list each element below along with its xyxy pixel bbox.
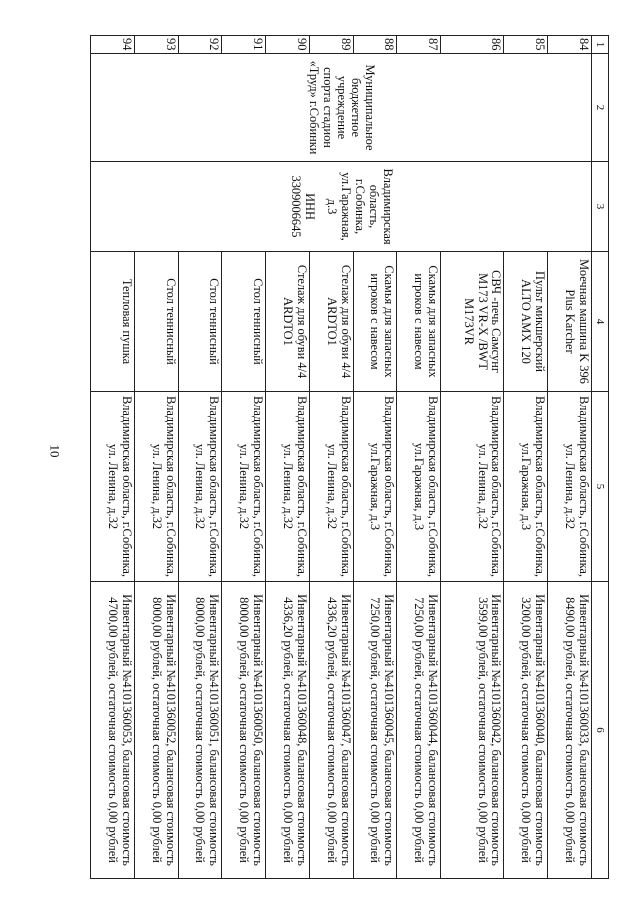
row-number: 93 (134, 36, 178, 54)
item-details: Инвентарный №4101360050, балансовая стоимость 8000,00 рублей, остаточная стоимость 0,00 рублей (222, 582, 266, 879)
item-location: Владимирская область, г.Собинка, ул. Ленина, д.32 (266, 392, 310, 582)
item-details: Инвентарный №4101360040, балансовая стоимость 3200,00 рублей, остаточная стоимость 0,00 рублей (504, 582, 548, 879)
item-location: Владимирская область, г.Собинка, ул. Ленина, д.32 (309, 392, 353, 582)
column-number: 3 (592, 162, 609, 252)
item-name: Стол теннисный (222, 252, 266, 392)
row-number: 87 (397, 36, 441, 54)
item-location: Владимирская область, г.Собинка, ул.Гаражная, д.3 (397, 392, 441, 582)
page-number: 10 (47, 444, 63, 458)
row-number: 92 (178, 36, 222, 54)
item-name: Скамья для запасных игроков с навесом (397, 252, 441, 392)
row-number: 91 (222, 36, 266, 54)
item-name: Стелаж для обуви 4/4 ARDTO1 (309, 252, 353, 392)
item-details: Инвентарный №4101360045, балансовая стоимость 7250,00 рублей, остаточная стоимость 0,00 рублей (353, 582, 397, 879)
row-number: 89 (309, 36, 353, 54)
item-location: Владимирская область, г.Собинка, ул.Гаражная, д.3 (504, 392, 548, 582)
item-details: Инвентарный №4101360047, балансовая стоимость 4336,20 рублей, остаточная стоимость 0,00 рублей (309, 582, 353, 879)
row-number: 90 (266, 36, 310, 54)
column-number: 5 (592, 392, 609, 582)
organization-address: Владимирская область, г.Собинка, ул.Гаражная, д.3 (325, 168, 395, 245)
item-details: Инвентарный №4101360042, балансовая стоимость 3599,00 рублей, остаточная стоимость 0,00 рублей (441, 582, 504, 879)
organization-details (91, 162, 592, 252)
property-table (90, 35, 609, 879)
item-location: Владимирская область, г.Собинка, ул. Ленина, д.32 (134, 392, 178, 582)
item-location: Владимирская область, г.Собинка, ул. Ленина, д.32 (222, 392, 266, 582)
item-name: Тепловая пушка (91, 252, 135, 392)
item-name: Стелаж для обуви 4/4 ARDTO1 (266, 252, 310, 392)
item-details: Инвентарный №4101360053, балансовая стоимость 4700,00 рублей, остаточная стоимость 0,00 рублей (91, 582, 135, 879)
table-row (548, 36, 592, 879)
row-number: 94 (91, 36, 135, 54)
item-location: Владимирская область, г.Собинка, ул. Ленина, д.32 (91, 392, 135, 582)
column-number-row (592, 36, 609, 879)
organization-name: Муниципальное бюджетное учреждение спорта стадион «Труд» г.Собинки (91, 54, 592, 162)
item-location: Владимирская область, г.Собинка, ул. Ленина, д.32 (178, 392, 222, 582)
item-details: Инвентарный №4101360048, балансовая стоимость 4336,20 рублей, остаточная стоимость 0,00 рублей (266, 582, 310, 879)
item-name: Стол теннисный (178, 252, 222, 392)
column-number: 1 (592, 36, 609, 54)
item-details: Инвентарный №4101360052, балансовая стоимость 8000,00 рублей, остаточная стоимость 0,00 рублей (134, 582, 178, 879)
row-number: 85 (504, 36, 548, 54)
column-number: 6 (592, 582, 609, 879)
column-number: 2 (592, 54, 609, 162)
item-details: Инвентарный №4101360044, балансовая стоимость 7250,00 рублей, остаточная стоимость 0,00 рублей (397, 582, 441, 879)
organization-inn: ИНН 3309006645 (289, 175, 318, 238)
item-location: Владимирская область, г.Собинка, ул.Гаражная, д.3 (353, 392, 397, 582)
item-name: Стол теннисный (134, 252, 178, 392)
item-details: Инвентарный №4101360051, балансовая стоимость 8000,00 рублей, остаточная стоимость 0,00 рублей (178, 582, 222, 879)
row-number: 84 (548, 36, 592, 54)
item-name: СВЧ -печь Самсунг M173 VR-X /BWT M173VR (441, 252, 504, 392)
item-location: Владимирская область, г.Собинка, ул. Ленина, д.32 (548, 392, 592, 582)
rotated-table-container (90, 35, 609, 878)
column-number: 4 (592, 252, 609, 392)
row-number: 88 (353, 36, 397, 54)
item-name: Скамья для запасных игроков с навесом (353, 252, 397, 392)
item-details: Инвентарный №4101360033, балансовая стоимость 8490,00 рублей, остаточная стоимость 0,00 рублей (548, 582, 592, 879)
item-name: Моечная машина K 396 Plus Karcher (548, 252, 592, 392)
item-name: Пульт микшерский ALTO AMX 120 (504, 252, 548, 392)
row-number: 86 (441, 36, 504, 54)
item-location: Владимирская область, г.Собинка, ул. Ленина, д.32 (441, 392, 504, 582)
